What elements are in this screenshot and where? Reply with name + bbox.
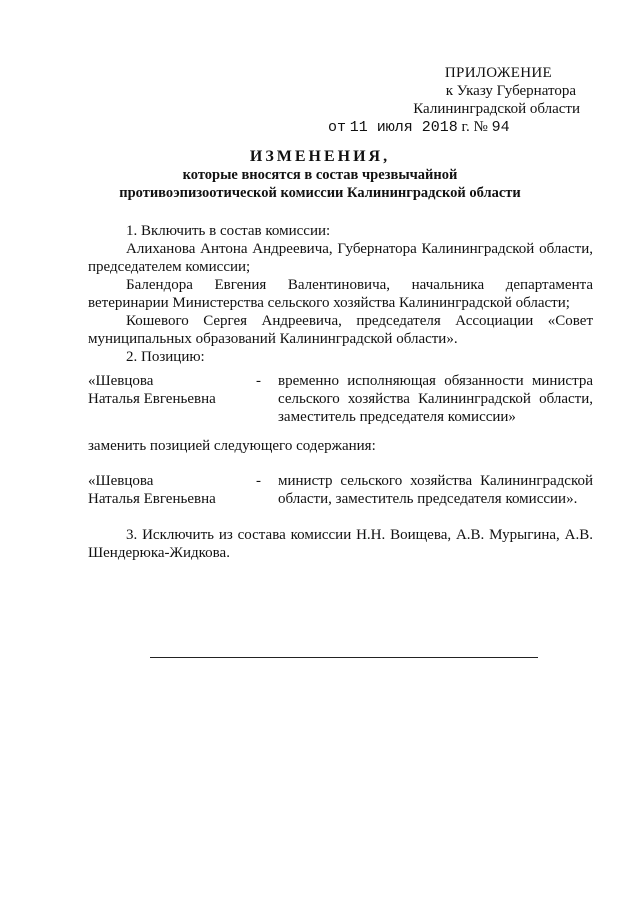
- replace-instruction-block: [88, 437, 593, 455]
- member-item: Балендора Евгения Валентиновича, начальника департамента ветеринарии Министерства сельского хозяйства Калининградской области;: [88, 277, 593, 311]
- position-description: министр сельского хозяйства Калининградской области, заместитель председателя комиссии».: [278, 473, 593, 507]
- section-3: [88, 526, 593, 562]
- member-item: Алиханова Антона Андреевича, Губернатора Калининградской области, председателем комиссии;: [88, 241, 593, 275]
- appendix-label: ПРИЛОЖЕНИЕ: [444, 65, 552, 81]
- position-given-names: Наталья Евгеньевна: [88, 391, 216, 407]
- position-given-names: Наталья Евгеньевна: [88, 491, 216, 507]
- position-dash: -: [256, 373, 261, 389]
- position-surname: «Шевцова: [88, 373, 154, 389]
- title-main: ИЗМЕНЕНИЯ,: [249, 148, 391, 165]
- date-prefix: от: [328, 119, 347, 136]
- decree-date-line: [328, 118, 510, 137]
- end-divider-line: [150, 657, 538, 658]
- decree-reference: к Указу Губернатора: [445, 83, 576, 99]
- title-subline-2: противоэпизоотической комиссии Калининградской области: [119, 185, 521, 201]
- decree-number: 94: [491, 119, 510, 136]
- appendix-block: [328, 64, 580, 136]
- position-surname: «Шевцова: [88, 473, 154, 489]
- title-subline-1: которые вносятся в состав чрезвычайной: [182, 167, 458, 183]
- position-dash: -: [256, 473, 261, 489]
- replace-instruction: заменить позицией следующего содержания:: [88, 438, 376, 454]
- section-1-heading: 1. Включить в состав комиссии:: [126, 223, 331, 239]
- member-item: Кошевого Сергея Андреевича, председателя Ассоциации «Совет муниципальных образований Калининградской области».: [88, 313, 593, 347]
- date-suffix: г. №: [461, 119, 488, 135]
- section-2-heading: 2. Позицию:: [126, 349, 205, 365]
- region-name: Калининградской области: [413, 101, 580, 117]
- document-title: [0, 148, 640, 202]
- exclusion-paragraph: 3. Исключить из состава комиссии Н.Н. Воищева, А.В. Мурыгина, А.В. Шендерюка-Жидкова.: [88, 527, 593, 561]
- position-description: временно исполняющая обязанности министра сельского хозяйства Калининградской области, заместитель председателя комиссии»: [278, 373, 593, 425]
- section-1: [88, 222, 593, 366]
- position-name: [88, 372, 258, 408]
- position-name: [88, 472, 258, 508]
- date-value: 11 июля 2018: [349, 119, 458, 136]
